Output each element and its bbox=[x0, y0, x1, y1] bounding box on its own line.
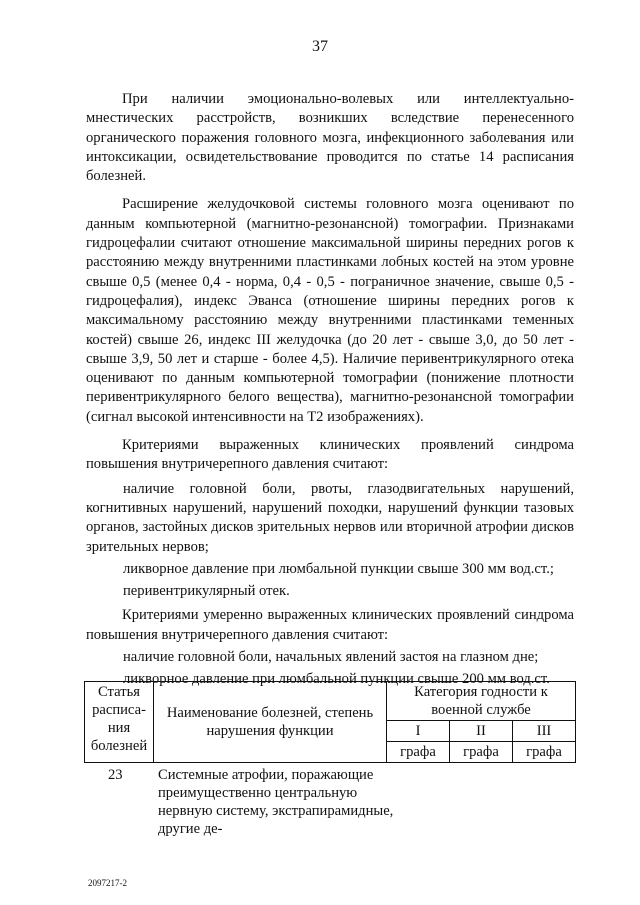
header-graph-1-label: графа bbox=[387, 742, 450, 763]
severe-criteria-item: наличие головной боли, рвоты, глазодвигательных нарушений, когнитивных нарушений, нарушений походки, нарушений функции тазовых органов, застойных дисков зрительных нервов или вторичной атрофии дисков зрительных нервов; bbox=[86, 480, 574, 555]
header-graph-2-number: II bbox=[450, 721, 513, 742]
header-graph-3-number: III bbox=[513, 721, 576, 742]
footer-code: 2097217-2 bbox=[88, 878, 127, 888]
header-fitness-category: Категория годности к военной службе bbox=[387, 682, 576, 721]
moderate-criteria-item: наличие головной боли, начальных явлений застоя на глазном дне; bbox=[123, 649, 539, 666]
severe-criteria-item: перивентрикулярный отек. bbox=[123, 583, 290, 600]
paragraph-organic-lesion: При наличии эмоционально-волевых или интеллектуально-мнестических расстройств, возникших вследствие перенесенного органического поражения головного мозга, инфекционного заболевания или интоксикации, освидетельствование проводится по статье 14 расписания болезней. bbox=[86, 91, 574, 185]
header-graph-3-label: графа bbox=[513, 742, 576, 763]
body-text bbox=[86, 90, 574, 690]
header-article: Статья расписа-ния болезней bbox=[85, 682, 154, 763]
severe-criteria-item: ликворное давление при люмбальной пункции свыше 300 мм вод.ст.; bbox=[123, 560, 554, 577]
header-graph-2-label: графа bbox=[450, 742, 513, 763]
moderate-criteria-item: ликворное давление при люмбальной пункции свыше 200 мм вод.ст. bbox=[123, 671, 550, 688]
header-graph-1-number: I bbox=[387, 721, 450, 742]
row-article-number: 23 bbox=[108, 767, 123, 783]
paragraph-moderate-criteria: Критериями умеренно выраженных клинических проявлений синдрома повышения внутричерепного давления считают: bbox=[86, 607, 574, 643]
page-number: 37 bbox=[312, 38, 328, 55]
paragraph-severe-criteria: Критериями выраженных клинических проявлений синдрома повышения внутричерепного давления считают: bbox=[86, 437, 574, 473]
header-disease-name: Наименование болезней, степень нарушения функции bbox=[154, 682, 387, 763]
row-disease-name: Системные атрофии, поражающие преимущественно центральную нервную систему, экстрапирамидные, другие де- bbox=[158, 767, 394, 837]
paragraph-ventricular-system: Расширение желудочковой системы головного мозга оценивают по данным компьютерной (магнитно-резонансной) томографии. Признаками гидроцефалии считают отношение максимальной ширины передних рогов к расстоянию между внутренними пластинками лобных костей на этом уровне свыше 0,5 (менее 0,4 - норма, 0,4 - 0,5 - пограничное значение, свыше 0,5 - гидроцефалия), индекс Эванса (отношение ширины передних рогов к максимальному расстоянию между внутренними пластинками теменных костей) свыше 26, индекс III желудочка (до 20 лет - свыше 3,0, до 50 лет - свыше 3,9, 50 лет и старше - более 4,5). Наличие перивентрикулярного отека оценивают по данным компьютерной томографии (понижение плотности перивентрикулярного белого вещества), магнитно-резонансной томографии (сигнал высокой интенсивности на Т2 изображениях). bbox=[86, 196, 574, 425]
schedule-table-header bbox=[84, 681, 576, 763]
